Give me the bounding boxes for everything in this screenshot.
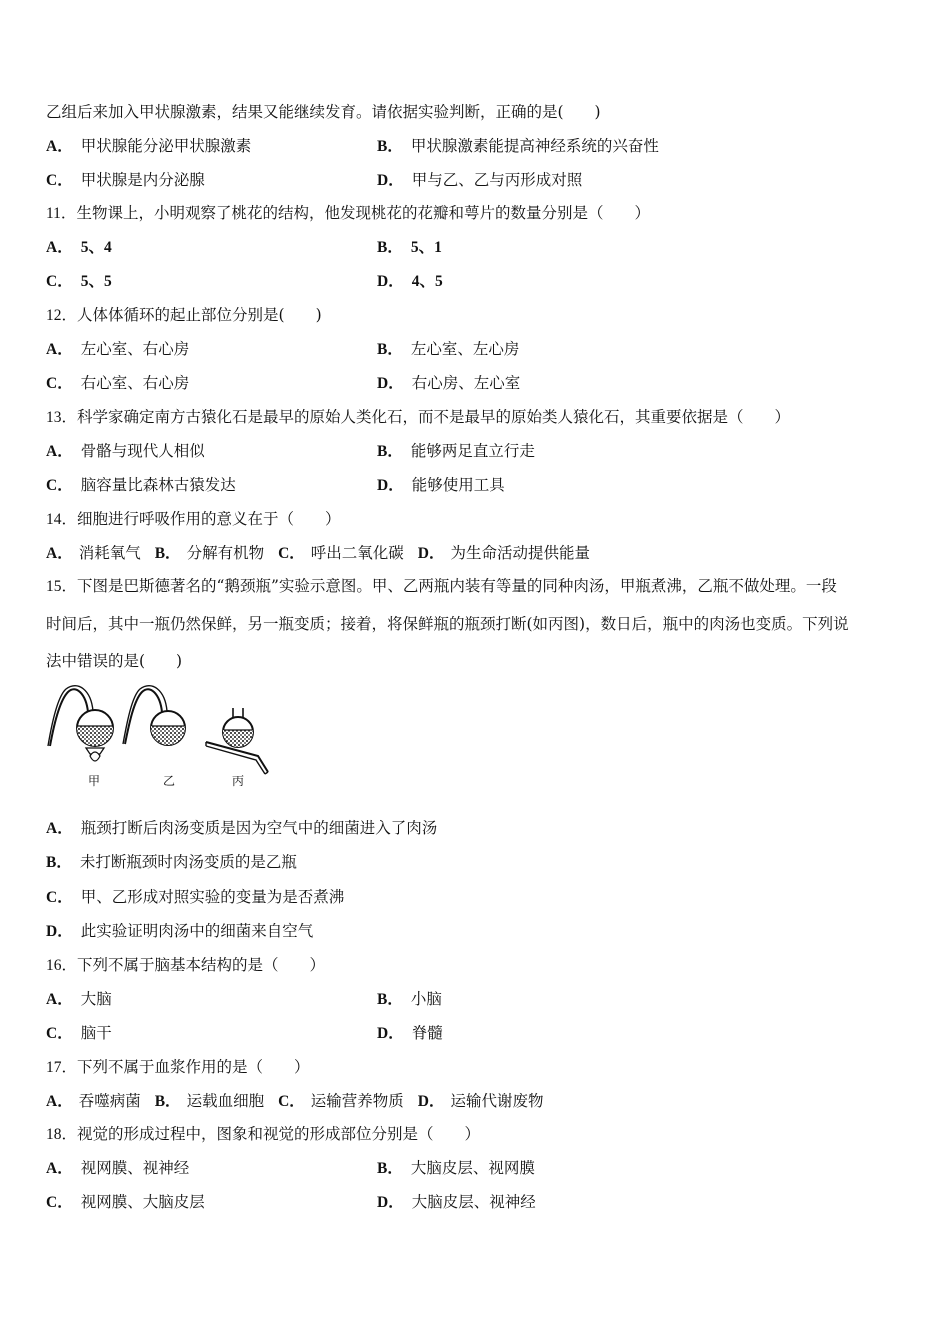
q17-options <box>46 1091 558 1112</box>
q10-option-b: B． 甲状腺激素能提高神经系统的兴奋性 <box>377 137 659 155</box>
q10-stem: 乙组后来加入甲状腺激素，结果又能继续发育。请依据实验判断，正确的是( ) <box>46 103 601 121</box>
q17-option-d: D． 运输代谢废物 <box>417 1092 544 1110</box>
q10-option-c: C． 甲状腺是内分泌腺 <box>46 171 205 189</box>
q17-option-a: A． 吞噬病菌 <box>46 1092 141 1110</box>
q14-option-c: C． 呼出二氧化碳 <box>278 544 404 562</box>
q10-option-a: A． 甲状腺能分泌甲状腺激素 <box>46 137 252 155</box>
q15-option-b: B． 未打断瓶颈时肉汤变质的是乙瓶 <box>46 853 297 871</box>
q12-option-a: A． 左心室、右心房 <box>46 340 190 358</box>
q18-option-d: D． 大脑皮层、视神经 <box>377 1193 536 1211</box>
q13-option-b: B． 能够两足直立行走 <box>377 442 535 460</box>
q12-option-d: D． 右心房、左心室 <box>377 374 521 392</box>
q11-option-a: A． 5、4 <box>46 239 112 256</box>
q16-option-b: B． 小脑 <box>377 990 442 1008</box>
figure-label-yi: 乙 <box>163 774 176 788</box>
q12-stem: 12．人体体循环的起止部位分别是( ) <box>46 306 322 324</box>
flask-jia <box>48 686 116 761</box>
q11-stem: 11．生物课上，小明观察了桃花的结构，他发现桃花的花瓣和萼片的数量分别是（ ） <box>46 204 650 222</box>
q12-option-b: B． 左心室、左心房 <box>377 340 520 358</box>
q15-stem-line2: 时间后，其中一瓶仍然保鲜，另一瓶变质；接着，将保鲜瓶的瓶颈打断(如丙图)，数日后，瓶中的肉汤也变质。下列说 <box>46 615 849 633</box>
q16-option-a: A． 大脑 <box>46 990 112 1008</box>
q13-option-d: D． 能够使用工具 <box>377 476 505 494</box>
q15-option-c: C． 甲、乙形成对照实验的变量为是否煮沸 <box>46 888 345 906</box>
q15-stem-line1: 15．下图是巴斯德著名的“鹅颈瓶”实验示意图。甲、乙两瓶内装有等量的同种肉汤，甲瓶煮沸，乙瓶不做处理。一段 <box>46 577 837 595</box>
q17-option-c: C． 运输营养物质 <box>278 1092 404 1110</box>
q11-option-c: C． 5、5 <box>46 273 112 290</box>
q14-option-d: D． 为生命活动提供能量 <box>417 544 591 562</box>
q15-option-a: A． 瓶颈打断后肉汤变质是因为空气中的细菌进入了肉汤 <box>46 819 438 837</box>
swan-neck-flask-figure <box>46 684 286 794</box>
q15-stem-line3: 法中错误的是( ) <box>46 652 183 670</box>
q11-option-d: D． 4、5 <box>377 273 443 290</box>
q13-option-c: C． 脑容量比森林古猿发达 <box>46 476 236 494</box>
q14-option-b: B． 分解有机物 <box>154 544 265 562</box>
q16-option-c: C． 脑干 <box>46 1024 112 1042</box>
q18-option-a: A． 视网膜、视神经 <box>46 1159 190 1177</box>
q18-option-c: C． 视网膜、大脑皮层 <box>46 1193 205 1211</box>
q10-option-d: D． 甲与乙、乙与丙形成对照 <box>377 171 583 189</box>
figure-label-bing: 丙 <box>232 774 245 788</box>
flask-yi <box>123 686 188 748</box>
q14-option-a: A． 消耗氧气 <box>46 544 141 562</box>
figure-label-jia: 甲 <box>88 774 101 788</box>
q11-option-b: B． 5、1 <box>377 239 442 256</box>
q14-options <box>46 543 604 564</box>
flask-bing <box>206 708 268 774</box>
q17-stem: 17．下列不属于血浆作用的是（ ） <box>46 1058 310 1076</box>
q16-option-d: D． 脊髓 <box>377 1024 443 1042</box>
q18-stem: 18．视觉的形成过程中，图象和视觉的形成部位分别是（ ） <box>46 1125 481 1143</box>
q15-option-d: D． 此实验证明肉汤中的细菌来自空气 <box>46 922 314 940</box>
q13-stem: 13．科学家确定南方古猿化石是最早的原始人类化石，而不是最早的原始类人猿化石，其重要依据是（ ） <box>46 408 791 426</box>
q13-option-a: A． 骨骼与现代人相似 <box>46 442 205 460</box>
q12-option-c: C． 右心室、右心房 <box>46 374 190 392</box>
q17-option-b: B． 运载血细胞 <box>154 1092 265 1110</box>
q14-stem: 14．细胞进行呼吸作用的意义在于（ ） <box>46 510 341 528</box>
q18-option-b: B． 大脑皮层、视网膜 <box>377 1159 535 1177</box>
q16-stem: 16．下列不属于脑基本结构的是（ ） <box>46 956 326 974</box>
